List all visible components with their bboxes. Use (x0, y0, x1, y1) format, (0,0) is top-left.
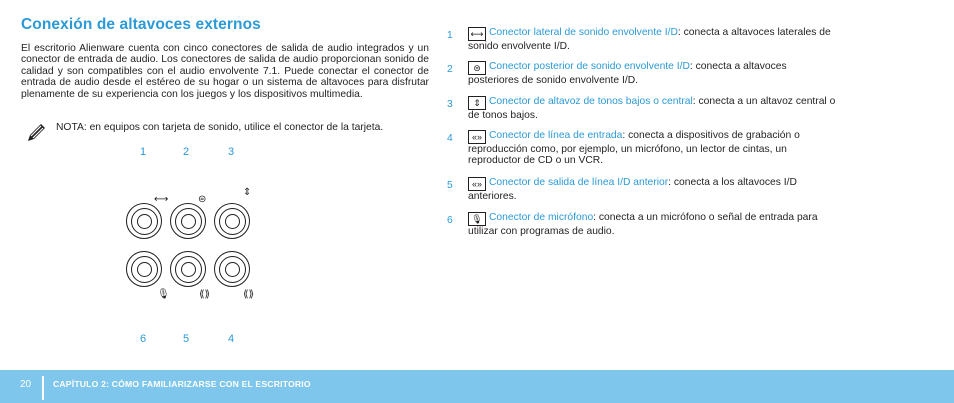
note-label: NOTA: (56, 122, 87, 133)
footer-separator (42, 376, 44, 400)
chapter-title: CAPÍTULO 2: CÓMO FAMILIARIZARSE CON EL ESCRITORIO (53, 379, 311, 389)
side-surround-icon: ⟷ (154, 194, 169, 205)
diagram-number-4: 4 (228, 333, 235, 345)
jack-side-surround (126, 203, 162, 239)
microphone-icon: 🎙 (157, 289, 170, 300)
line-out-icon: «» (468, 177, 486, 191)
item-label: Conector lateral de sonido envolvente I/D (489, 27, 678, 38)
diagram-number-5: 5 (183, 333, 190, 345)
list-item (468, 61, 838, 86)
footer-bar (0, 370, 954, 403)
note-body: en equipos con tarjeta de sonido, utilice el conector de la tarjeta. (86, 122, 384, 133)
list-item (468, 130, 838, 167)
item-number-3: 3 (447, 99, 453, 110)
item-text: : conecta a altavoces posteriores de sonido envolvente I/D. (468, 61, 787, 86)
item-label: Conector de línea de entrada (489, 130, 623, 141)
jack-subwoofer (214, 203, 250, 239)
diagram-number-3: 3 (228, 146, 235, 158)
pencil-icon (26, 121, 48, 143)
subwoofer-icon: ⇕ (468, 96, 486, 110)
intro-paragraph: El escritorio Alienware cuenta con cinco conectores de salida de audio integrados y un conector de entrada de audio. Los conectores de salida de audio proporcionan sonido de calidad y son compatibles con el audio envolvente 7.1. Puede conectar el conector de entrada de audio desde el estéreo de su hogar o un sistema de altavoces para disfrutar plenamente de su experiencia con los juegos y los dispositivos multimedia. (21, 43, 429, 100)
item-label: Conector de salida de línea I/D anterior (489, 177, 669, 188)
line-in-icon: ⟪⟫ (243, 289, 255, 300)
item-text: : conecta a altavoces laterales de sonido envolvente I/D. (468, 27, 831, 52)
item-number-1: 1 (447, 30, 453, 41)
list-item (468, 27, 838, 52)
jack-rear-surround (170, 203, 206, 239)
subwoofer-icon: ⇕ (243, 187, 252, 198)
list-item (468, 96, 838, 121)
microphone-icon: 🎙 (468, 212, 486, 226)
side-surround-icon: ⟷ (468, 27, 486, 41)
item-label: Conector posterior de sonido envolvente I/D (489, 61, 690, 72)
item-text: : conecta a dispositivos de grabación o reproducción como, por ejemplo, un micrófono, un lector de cintas, un reproductor de CD o un VCR. (468, 130, 800, 167)
page-number: 20 (20, 379, 32, 390)
item-number-4: 4 (447, 133, 453, 144)
rear-surround-icon: ⊜ (198, 194, 207, 205)
item-label: Conector de altavoz de tonos bajos o central (489, 96, 693, 107)
diagram-number-6: 6 (140, 333, 147, 345)
line-out-icon: ⟪⟫ (199, 289, 211, 300)
jack-microphone (126, 251, 162, 287)
note-text (56, 122, 428, 133)
diagram-number-1: 1 (140, 146, 147, 158)
item-text: : conecta a un altavoz central o de tonos bajos. (468, 96, 836, 121)
item-number-6: 6 (447, 215, 453, 226)
item-text: : conecta a los altavoces I/D anteriores. (468, 177, 797, 202)
item-label: Conector de micrófono (489, 212, 594, 223)
item-text: : conecta a un micrófono o señal de entrada para utilizar con programas de audio. (468, 212, 818, 237)
rear-surround-icon: ⊜ (468, 61, 486, 75)
jack-line-out (170, 251, 206, 287)
section-title: Conexión de altavoces externos (21, 16, 261, 33)
line-in-icon: «» (468, 130, 486, 144)
list-item (468, 177, 838, 202)
item-number-2: 2 (447, 64, 453, 75)
jack-line-in (214, 251, 250, 287)
item-number-5: 5 (447, 180, 453, 191)
diagram-number-2: 2 (183, 146, 190, 158)
list-item (468, 212, 838, 237)
